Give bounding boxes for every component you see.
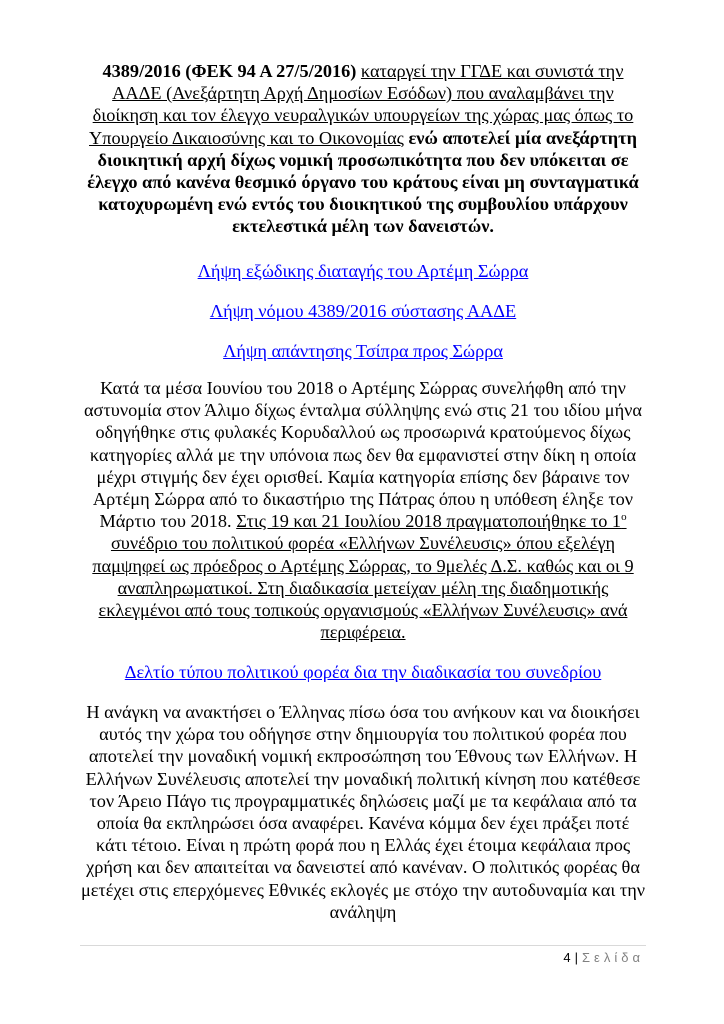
link-extrajudicial-order[interactable]: Λήψη εξώδικης διαταγής του Αρτέμη Σώρρα	[197, 261, 529, 281]
footer-separator: |	[574, 950, 579, 965]
page-number: 4	[563, 950, 571, 965]
footer-divider	[80, 945, 646, 946]
ordinal-superscript: ο	[621, 511, 627, 524]
paragraph-aade	[80, 60, 646, 238]
link-row-press-release	[80, 661, 646, 683]
aade-bold-text: ενώ αποτελεί μία ανεξάρτητη διοικητική αρχή δίχως νομική προσωπικότητα που δεν υπόκειται σε έλεγχο από κανένα θεσμικό όργανο του κράτους είναι μη συνταγματικά κατοχυρωμένη ενώ εντός του διοικητικού της συμβουλίου υπάρχουν εκτελεστικά μέλη των δανειστών.	[87, 127, 639, 237]
paragraph-arrest	[80, 377, 646, 643]
congress-text-end: συνέδριο του πολιτικού φορέα «Ελλήνων Συνέλευσις» όπου εξελέγη παμψηφεί ως πρόεδρος ο Αρτέμης Σώρρας, το 9μελές Δ.Σ. καθώς και οι 9 αναπληρωματικοί. Στη διαδικασία μετείχαν μέλη της διαδημοτικής εκλεγμένοι από τους τοπικούς οργανισμούς «Ελλήνων Συνέλευσις» ανά περιφέρεια.	[92, 533, 634, 643]
link-row-extrajudicial	[80, 260, 646, 282]
page-footer	[563, 950, 644, 965]
aade-underlined-text: καταργεί την ΓΓΔΕ και συνιστά την ΑΑΔΕ (Ανεξάρτητη Αρχή Δημοσίων Εσόδων) που αναλαμβάνει την διοίκηση και τον έλεγχο νευραλγικών υπουργείων της χώρας μας όπως το Υπουργείο Δικαιοσύνης και το Οικονομίας	[89, 61, 634, 148]
arrest-text: Κατά τα μέσα Ιουνίου του 2018 ο Αρτέμης Σώρρας συνελήφθη από την αστυνομία στον Άλιμο δίχως ένταλμα σύλληψης ενώ στις 21 του ιδίου μήνα οδηγήθηκε στις φυλακές Κορυδαλλού ως προσωρινά κρατούμενος δίχως κατηγορίες αλλά με την υπόνοια πως δεν θα εμφανιστεί στην δίκη η οποία μέχρι στιγμής δεν έχει ορισθεί. Καμία κατηγορία επίσης δεν βάραινε τον Αρτέμη Σώρρα από το δικαστήριο της Πάτρας όπου η υπόθεση έληξε τον Μάρτιο του 2018.	[83, 378, 642, 532]
link-law-4389[interactable]: Λήψη νόμου 4389/2016 σύστασης ΑΑΔΕ	[209, 301, 517, 321]
page-label: Σελίδα	[582, 950, 644, 965]
law-reference: 4389/2016 (ΦΕΚ 94 Α 27/5/2016)	[102, 61, 357, 81]
paragraph-need	[80, 701, 646, 923]
link-row-tsipras	[80, 340, 646, 362]
link-press-release[interactable]: Δελτίο τύπου πολιτικού φορέα δια την διαδικασία του συνεδρίου	[124, 662, 602, 682]
link-tsipras-reply[interactable]: Λήψη απάντησης Τσίπρα προς Σώρρα	[223, 341, 503, 361]
need-text: Η ανάγκη να ανακτήσει ο Έλληνας πίσω όσα του ανήκουν και να διοικήσει αυτός την χώρα του οδήγησε στην δημιουργία του πολιτικού φορέα που αποτελεί την μοναδική νομική εκπροσώπηση του Έθνους των Ελλήνων. Η Ελλήνων Συνέλευσις αποτελεί την μοναδική πολιτική κίνηση που κατέθεσε τον Άρειο Πάγο τις προγραμματικές δηλώσεις μαζί με τα κεφάλαια από τα οποία θα εκπληρώσει όσα αναφέρει. Κανένα κόμμα δεν έχει πράξει ποτέ κάτι τέτοιο. Είναι η πρώτη φορά που η Ελλάς έχει έτοιμα κεφάλαια προς χρήση και δεν απαιτείται να δανειστεί από κανέναν. Ο πολιτικός φορέας θα μετέχει στις επερχόμενες Εθνικές εκλογές με στόχο την αυτοδυναμία και την ανάληψη	[80, 702, 646, 922]
link-row-law	[80, 300, 646, 322]
congress-text-start: Στις 19 και 21 Ιουλίου 2018 πραγματοποιήθηκε το 1	[236, 511, 622, 532]
